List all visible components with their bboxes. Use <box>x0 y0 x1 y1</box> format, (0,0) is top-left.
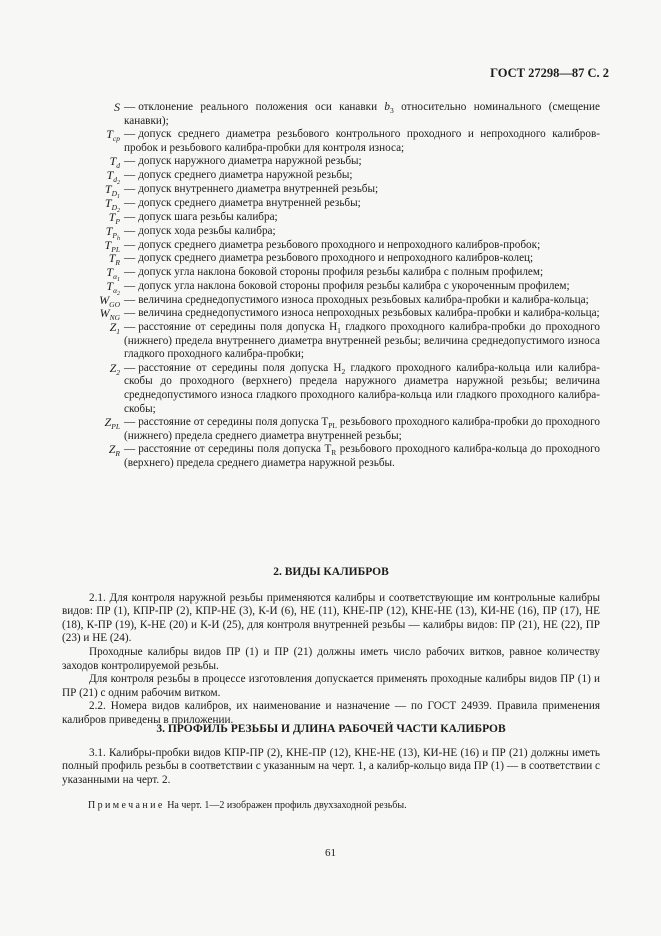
symbol: $T_P$ <box>108 209 120 226</box>
definition-row: $W_{GO}$ — величина среднедопустимого износа проходных резьбовых калибра-пробки и калибра-кольца; <box>66 294 600 308</box>
symbol: $T_{cp}$ <box>106 127 120 144</box>
definition-row: $T_{d_2}$ — допуск среднего диаметра наружной резьбы; <box>66 169 600 183</box>
symbol: S <box>114 100 120 114</box>
symbol-definitions <box>66 101 600 470</box>
definition-row: $T_{\alpha_2}$ — допуск угла наклона боковой стороны профиля резьбы калибра с укороченным профилем; <box>66 280 600 294</box>
note-text: На черт. 1—2 изображен профиль двухзаходной резьбы. <box>167 800 407 811</box>
section-heading: 2. ВИДЫ КАЛИБРОВ <box>273 566 389 578</box>
symbol: $Z_{PL}$ <box>104 415 120 432</box>
definition-row: S — отклонение реального положения оси канавки $b_3$ относительно номинального (смещение канавки); <box>66 101 600 128</box>
definition-row: $W_{NG}$ — величина среднедопустимого износа непроходных резьбовых калибра-пробки и калибра-кольца; <box>66 307 600 321</box>
paragraph: 2.2. Номера видов калибров, их наименование и назначение — по ГОСТ 24939. Правила применения калибров приведены в приложении. <box>62 700 600 726</box>
note-label: Примечание <box>88 800 165 811</box>
symbol: $T_{PL}$ <box>104 237 120 254</box>
symbol: $T_{\alpha_2}$ <box>106 278 120 297</box>
definition-row: $T_{cp}$ — допуск среднего диаметра резьбового контрольного проходного и непроходного калибров-пробок и резьбового калибра-пробки для контроля износа; <box>66 128 600 155</box>
symbol: $T_d$ <box>109 154 120 171</box>
symbol: $T_{d_2}$ <box>106 167 120 186</box>
definition-row: $T_d$ — допуск наружного диаметра наружной резьбы; <box>66 155 600 169</box>
symbol: $Z_R$ <box>108 442 120 459</box>
symbol: $Z_1$ <box>109 319 120 336</box>
definition-row: $T_R$ — допуск среднего диаметра резьбового проходного и непроходного калибров-колец; <box>66 252 600 266</box>
symbol: $T_{P_h}$ <box>105 223 120 242</box>
definition-row: $T_{D_1}$ — допуск внутреннего диаметра внутренней резьбы; <box>66 183 600 197</box>
paragraph: 2.1. Для контроля наружной резьбы применяются калибры и соответствующие им контрольные калибры видов: ПР (1), КПР-ПР (2), КПР-НЕ (3), К-И (6), НЕ (11), КНЕ-ПР (12), КНЕ-НЕ (13), КИ-НЕ (16), ПР (17), НЕ (18), К-ПР (19), К-НЕ (20) и К-И (25), для контроля внутренней резьбы — калибры видов: ПР (21), НЕ (22), ПР (23) и НЕ (24). <box>62 591 600 645</box>
section-2 <box>62 566 600 728</box>
definition-row: $T_{\alpha_1}$ — допуск угла наклона боковой стороны профиля резьбы калибра с полным профилем; <box>66 266 600 280</box>
symbol: $T_{D_1}$ <box>104 181 120 200</box>
paragraph: Проходные калибры видов ПР (1) и ПР (21) должны иметь число рабочих витков, равное количеству заходов контролируемой резьбы. <box>62 645 600 672</box>
definition-row: $T_{PL}$ — допуск среднего диаметра резьбового проходного и непроходного калибров-пробок; <box>66 239 600 253</box>
symbol: $W_{NG}$ <box>99 306 120 323</box>
symbol: $T_{D_2}$ <box>104 195 120 214</box>
paragraph: Для контроля резьбы в процессе изготовления допускается применять проходные калибры видов ПР (1) и ПР (21) с одним рабочим витком. <box>62 673 600 699</box>
symbol: $W_{GO}$ <box>99 292 120 309</box>
definition-row: $Z_2$ — расстояние от середины поля допуска $H_2$ гладкого проходного калибра-кольца или калибра-скобы до проходного (верхнего) предела наружного диаметра наружной резьбы; величина среднедопустимого износа гладкого проходного калибра-кольца или гладкого проходного калибра-скобы; <box>66 362 600 416</box>
symbol: $Z_2$ <box>109 360 120 377</box>
note <box>88 799 407 813</box>
definition-row: $T_{D_2}$ — допуск среднего диаметра внутренней резьбы; <box>66 197 600 211</box>
definition-row: $T_P$ — допуск шага резьбы калибра; <box>66 211 600 225</box>
page-header: ГОСТ 27298—87 С. 2 <box>490 66 609 80</box>
symbol: $T_{\alpha_1}$ <box>106 264 120 283</box>
symbol: $T_R$ <box>108 251 120 268</box>
definition-row: $Z_R$ — расстояние от середины поля допуска $T_R$ резьбового проходного калибра-кольца до проходного (верхнего) предела среднего диаметра наружной резьбы. <box>66 443 600 470</box>
section-3 <box>62 723 600 787</box>
paragraph: 3.1. Калибры-пробки видов КПР-ПР (2), КНЕ-ПР (12), КНЕ-НЕ (13), КИ-НЕ (16) и ПР (21) должны иметь полный профиль резьбы в соответствии с указанным на черт. 1, а калибр-кольцо вида ПР (1) — в соответствии с указанными на черт. 2. <box>62 746 600 786</box>
section-heading: 3. ПРОФИЛЬ РЕЗЬБЫ И ДЛИНА РАБОЧЕЙ ЧАСТИ КАЛИБРОВ <box>156 723 506 735</box>
definition-row: $Z_{PL}$ — расстояние от середины поля допуска $T_{PL}$ резьбового проходного калибра-пробки до проходного (нижнего) предела среднего диаметра внутренней резьбы; <box>66 416 600 443</box>
definition-row: $T_{P_h}$ — допуск хода резьбы калибра; <box>66 225 600 239</box>
page-number: 61 <box>325 847 336 859</box>
definition-row: $Z_1$ — расстояние от середины поля допуска $H_1$ гладкого проходного калибра-пробки до проходного (нижнего) предела внутреннего диаметра внутренней резьбы; величина среднедопустимого износа гладкого проходного калибра-пробки; <box>66 321 600 362</box>
